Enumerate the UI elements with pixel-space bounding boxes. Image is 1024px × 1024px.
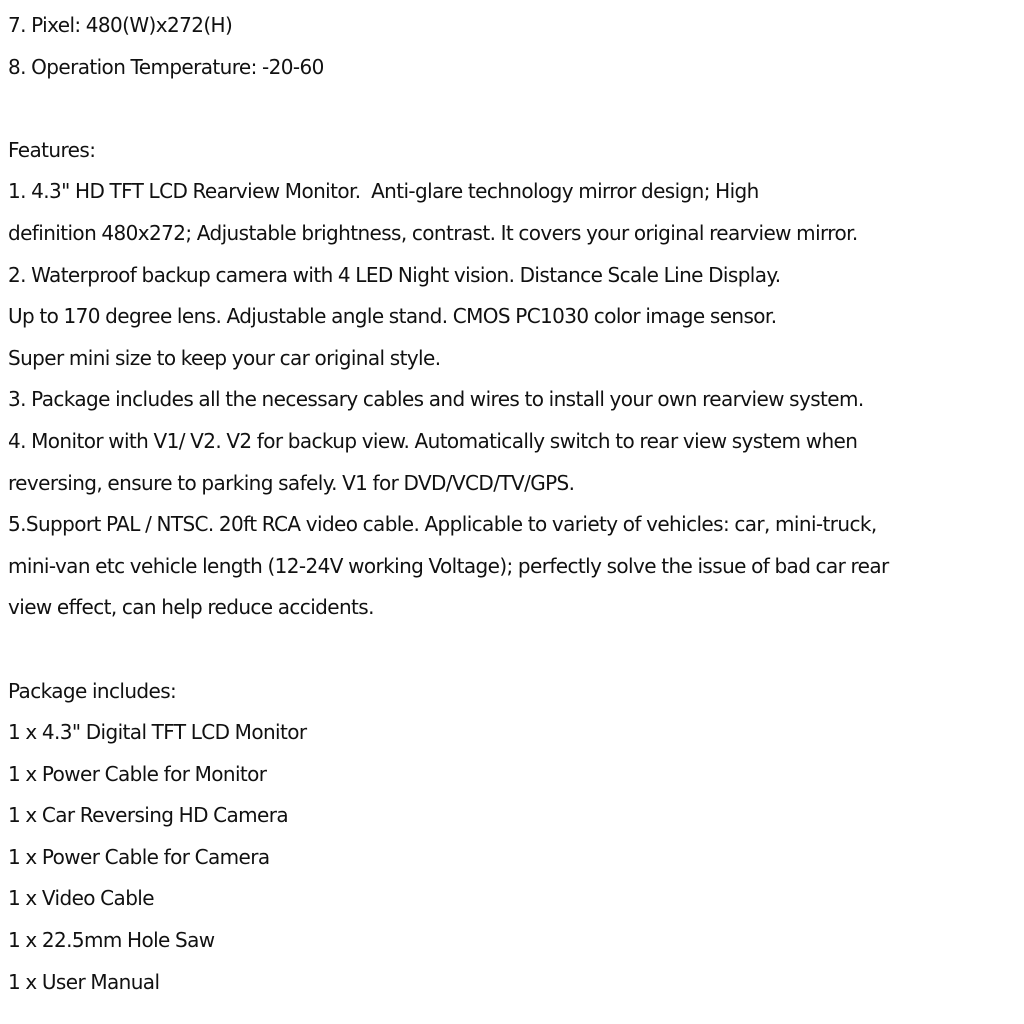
feature-line: 3. Package includes all the necessary cables and wires to install your own rearview system. [8,387,864,412]
feature-line: mini-van etc vehicle length (12-24V working Voltage); perfectly solve the issue of bad car rear [8,553,889,578]
spec-line-temperature: 8. Operation Temperature: -20-60 [8,54,324,79]
package-item: 1 x Video Cable [8,886,154,911]
feature-line: Up to 170 degree lens. Adjustable angle stand. CMOS PC1030 color image sensor. [8,304,777,329]
blank-line [8,88,1018,130]
spec-line-pixel: 7. Pixel: 480(W)x272(H) [8,13,233,37]
feature-line: 1. 4.3" HD TFT LCD Rearview Monitor. Anti-glare technology mirror design; High [8,179,759,204]
feature-line: 4. Monitor with V1/ V2. V2 for backup view. Automatically switch to rear view system when [8,428,858,453]
feature-line: reversing, ensure to parking safely. V1 for DVD/VCD/TV/GPS. [8,470,575,495]
feature-line: Super mini size to keep your car original style. [8,345,441,370]
package-heading: Package includes: [8,678,177,703]
feature-line: view effect, can help reduce accidents. [8,595,374,620]
features-heading: Features: [8,137,96,162]
package-item: 1 x Power Cable for Monitor [8,761,267,786]
package-item: 1 x Car Reversing HD Camera [8,803,289,828]
product-description [8,5,1018,1003]
feature-line: 5.Support PAL / NTSC. 20ft RCA video cable. Applicable to variety of vehicles: car, mini-truck, [8,512,877,537]
package-item: 1 x User Manual [8,969,160,994]
feature-line: 2. Waterproof backup camera with 4 LED Night vision. Distance Scale Line Display. [8,262,781,287]
blank-line [8,629,1018,671]
package-item: 1 x 22.5mm Hole Saw [8,928,215,953]
package-item: 1 x Power Cable for Camera [8,844,270,869]
package-item: 1 x 4.3" Digital TFT LCD Monitor [8,720,307,745]
feature-line: definition 480x272; Adjustable brightness, contrast. It covers your original rearview mirror. [8,220,858,245]
